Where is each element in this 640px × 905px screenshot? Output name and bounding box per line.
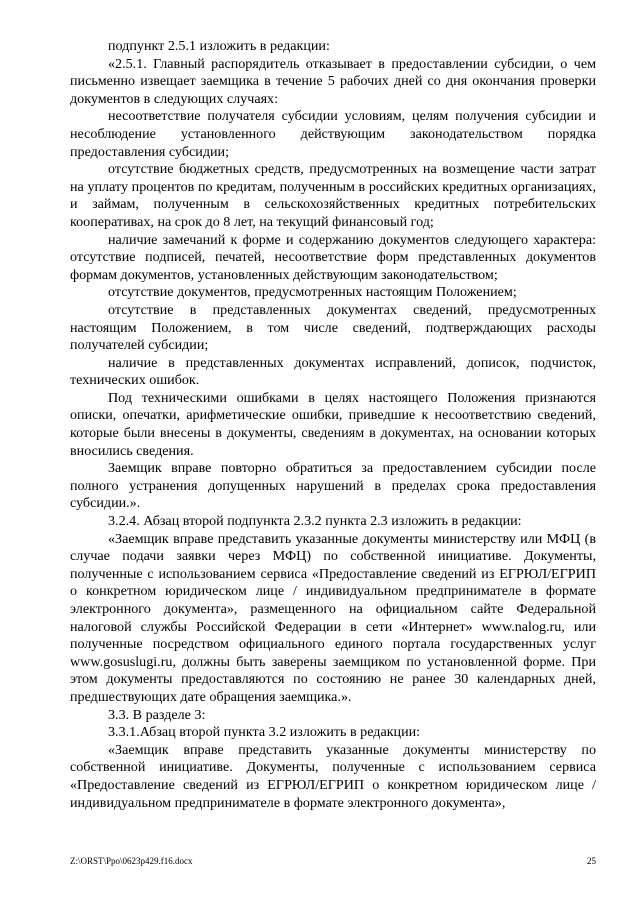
paragraph-intro: подпункт 2.5.1 изложить в редакции:: [108, 38, 330, 54]
document-body: [70, 38, 596, 812]
paragraph-noncompliance: несоответствие получателя субсидии условиям, целям получения субсидии и несоблюдение установленного действующим законодательством порядка предоставления субсидии;: [70, 108, 596, 160]
paragraph-no-budget: отсутствие бюджетных средств, предусмотренных на возмещение части затрат на уплату процентов по кредитам, полученным в российских кредитных организациях, и займам, полученным в сельскохозяйственных кредитных потребительских кооперативах, на срок до 8 лет, на текущий финансовый год;: [70, 161, 596, 230]
paragraph-borrower-docs-2: «Заемщик вправе представить указанные документы министерству по собственной инициативе. Документы, полученные с использованием сервиса «Предоставление сведений из ЕГРЮЛ/ЕГРИП о конкретном юридическом лице / индивидуальном предпринимателе в формате электронного документа»,: [70, 741, 596, 811]
paragraph-3-2-4: 3.2.4. Абзац второй подпункта 2.3.2 пункта 2.3 изложить в редакции:: [108, 513, 522, 530]
paragraph-technical-errors: Под техническими ошибками в целях настоящего Положения признаются описки, опечатки, арифметические ошибки, приведшие к несоответствию сведений, которые были внесены в документы, сведениям в документах, на основании которых вносились сведения.: [70, 389, 596, 459]
paragraph-borrower-docs: «Заемщик вправе представить указанные документы министерству или МФЦ (в случае подачи заявки через МФЦ) по собственной инициативе. Документы, полученные с использованием сервиса «Предоставление сведений из ЕГРЮЛ/ЕГРИП о конкретном юридическом лице / индивидуальном предпринимателе в формате электронного документа», размещенного на официальном сайте Федеральной налоговой службы Российской Федерации в сети «Интернет» www.nalog.ru, или полученные посредством официального единого портала государственных услуг www.gosuslugi.ru, должны быть заверены заемщиком по установленной форме. При этом документы предоставляются по состоянию не ранее 30 календарных дней, предшествующих дате обращения заемщика.».: [70, 530, 596, 705]
page-number: 25: [587, 856, 596, 866]
paragraph-remarks: наличие замечаний к форме и содержанию документов следующего характера: отсутствие подписей, печатей, несоответствие форм представленных документов формам документов, установленных действующим законодательством;: [70, 231, 596, 283]
paragraph-3-3-1: 3.3.1.Абзац второй пункта 3.2 изложить в редакции:: [108, 724, 421, 741]
paragraph-missing-info: отсутствие в представленных документах сведений, предусмотренных настоящим Положением, в том числе сведений, подтверждающих расходы получателей субсидии;: [70, 301, 596, 354]
paragraph-reapply: Заемщик вправе повторно обратиться за предоставлением субсидии после полного устранения допущенных нарушений в пределах срока предоставления субсидии.».: [70, 460, 596, 512]
paragraph-corrections: наличие в представленных документах исправлений, дописок, подчисток, технических ошибок.: [70, 354, 596, 389]
paragraph-3-3: 3.3. В разделе 3:: [108, 706, 206, 723]
paragraph-missing-docs: отсутствие документов, предусмотренных настоящим Положением;: [108, 284, 517, 301]
file-path: Z:\ORST\Ppo\0623p429.f16.docx: [70, 856, 193, 866]
paragraph-2-5-1: «2.5.1. Главный распорядитель отказывает в предоставлении субсидии, о чем письменно извещает заемщика в течение 5 рабочих дней со дня окончания проверки документов в следующих случаях:: [70, 55, 596, 107]
